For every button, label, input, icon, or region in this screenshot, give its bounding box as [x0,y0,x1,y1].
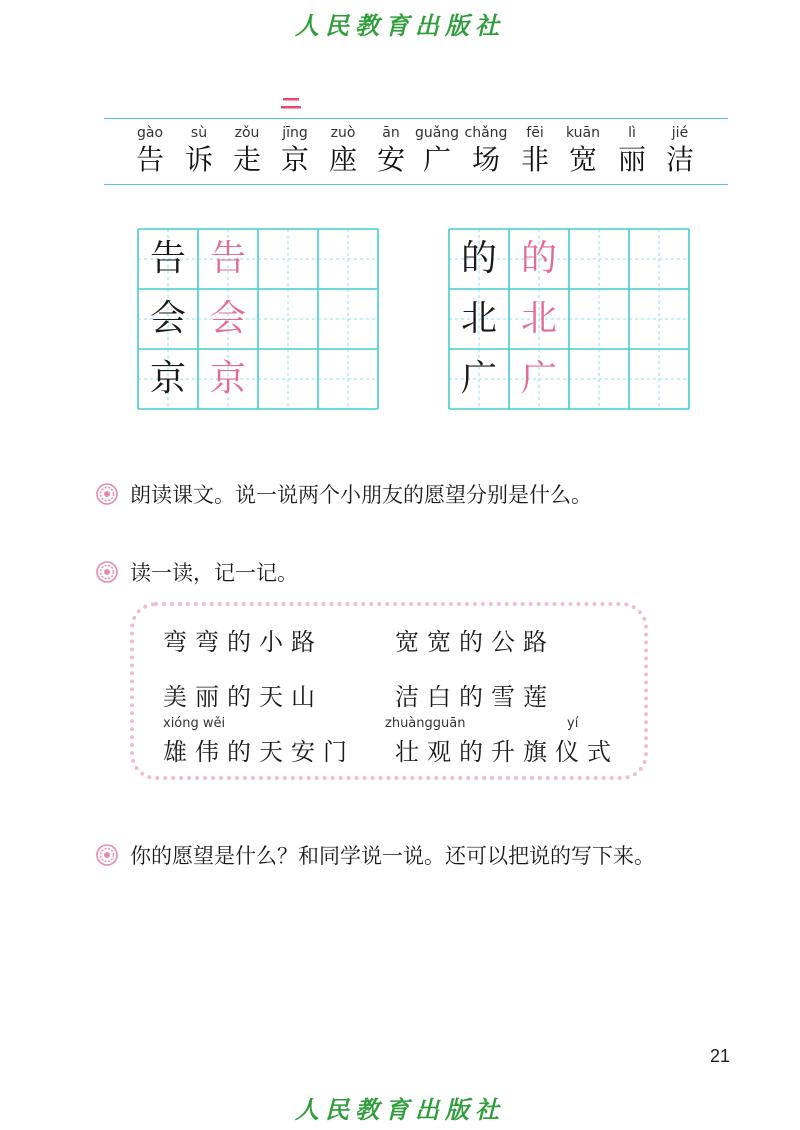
model-char: 的 [460,238,497,279]
vocab-item [223,124,271,178]
model-char: 会 [149,298,186,339]
vocab-char: 告 [135,143,164,176]
vocab-pinyin: lì [628,125,636,141]
vocab-char: 场 [471,143,500,176]
vocab-pinyin: zuò [330,125,356,141]
vocab-pinyin: kuān [565,125,600,141]
section-read-aloud [96,479,592,509]
section-your-wish [96,840,655,870]
vocab-pinyin: jié [671,125,689,141]
vocab-char: 走 [232,143,261,176]
vocab-item [367,124,415,178]
model-char: 广 [460,358,497,399]
read-remember-instruction: 读一读，记一记。 [130,561,298,585]
trace-char: 广 [520,358,557,399]
vocab-char: 丽 [617,143,646,176]
vocab-item [608,124,656,178]
phrase-row2-right: 洁白的雪莲 [395,683,555,711]
model-char: 北 [460,298,497,339]
lesson-mark-icon [280,96,302,110]
vocab-pinyin: zǒu [234,125,260,141]
vocab-item [511,124,559,178]
trace-char: 告 [209,238,246,279]
page-number: 21 [710,1046,731,1066]
vocab-pinyin: jīng [282,125,308,141]
vocab-item [413,124,461,178]
vocab-pinyin: ān [382,125,400,141]
vocab-item [462,124,510,178]
phrase-row3-left-pinyin: xióng wěi [163,716,226,731]
writing-grid-left [137,228,379,410]
trace-char: 会 [209,298,246,339]
section-read-remember [96,557,298,587]
pink-rosette-icon [96,561,118,583]
phrase-row3-right-pinyin-1: zhuàngguān [385,716,466,731]
phrase-row3-left: 雄伟的天安门 [163,738,355,766]
vocab-item [319,124,367,178]
vocab-pinyin: gào [136,125,164,141]
vocab-item [656,124,704,178]
vocab-char: 座 [328,143,357,176]
model-char: 告 [149,238,186,279]
vocab-pinyin: fēi [526,125,544,141]
trace-char: 的 [520,238,557,279]
your-wish-instruction: 你的愿望是什么？和同学说一说。还可以把说的写下来。 [130,844,655,868]
vocab-item [271,124,319,178]
model-char: 京 [149,358,186,399]
vocab-char: 京 [280,143,309,176]
publisher-header: 人民教育出版社 [295,11,505,40]
vocab-top-line [104,118,728,119]
vocab-bottom-line [104,184,728,185]
pink-rosette-icon [96,483,118,505]
phrase-row1-left: 弯弯的小路 [163,628,323,656]
pink-rosette-icon [96,844,118,866]
publisher-footer: 人民教育出版社 [295,1095,505,1124]
vocab-char: 非 [520,143,549,176]
phrase-row3-right: 壮观的升旗仪式 [395,738,619,766]
read-aloud-instruction: 朗读课文。说一说两个小朋友的愿望分别是什么。 [130,483,592,507]
trace-char: 北 [520,298,557,339]
phrase-row1-right: 宽宽的公路 [395,628,555,656]
vocab-char: 宽 [568,143,597,176]
vocab-pinyin: chǎng [464,125,508,141]
vocab-pinyin: sù [190,125,208,141]
writing-grid-right [448,228,690,410]
vocab-char: 洁 [665,143,694,176]
vocab-pinyin: guǎng [414,125,460,141]
phrase-row3-right-pinyin-2: yí [567,716,579,731]
vocab-char: 广 [422,143,451,176]
trace-char: 京 [209,358,246,399]
phrase-row2-left: 美丽的天山 [163,683,323,711]
vocab-char: 安 [376,143,405,176]
vocab-item [126,124,174,178]
vocab-item [559,124,607,178]
vocab-item [175,124,223,178]
vocab-char: 诉 [184,143,213,176]
